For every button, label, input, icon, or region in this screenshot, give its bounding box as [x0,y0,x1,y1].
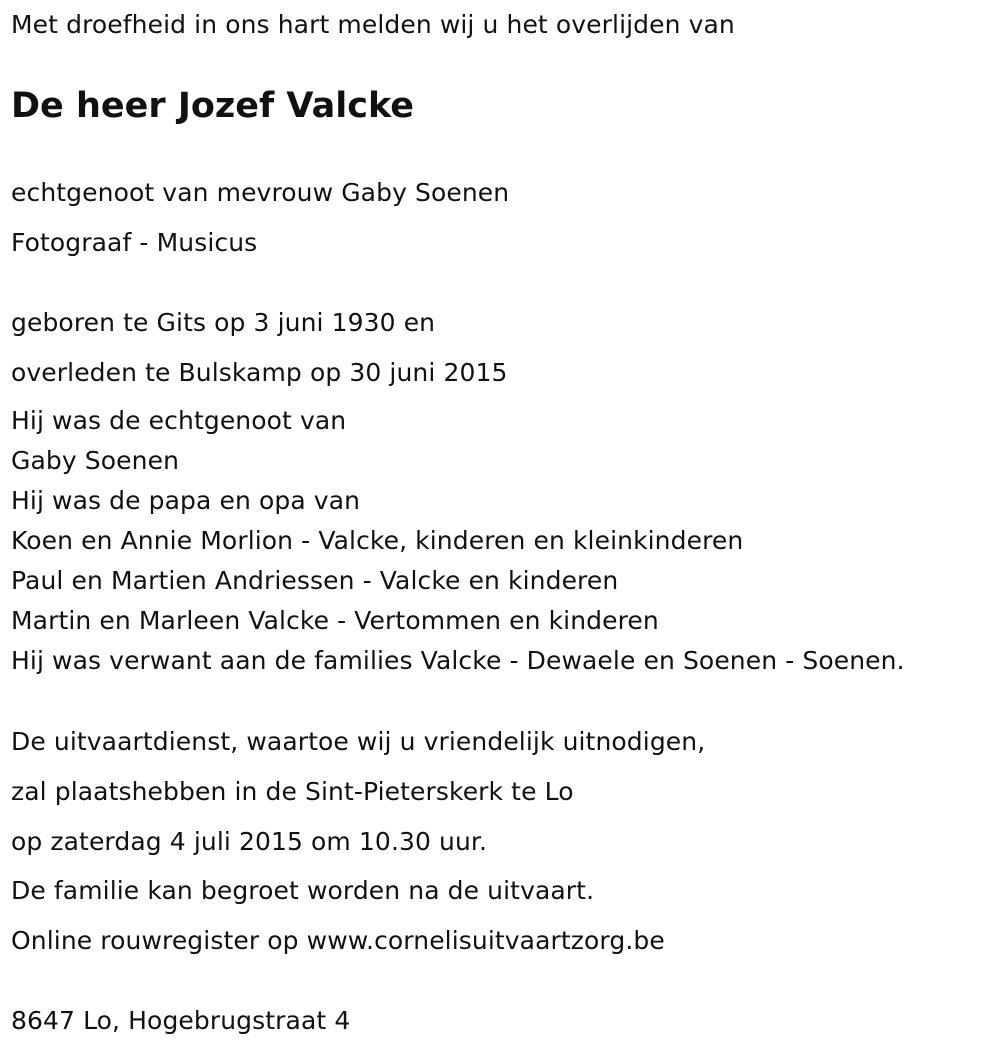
funeral-line: zal plaatshebben in de Sint-Pieterskerk te Lo [11,777,574,806]
deceased-name: De heer Jozef Valcke [11,86,415,126]
family-line: Martin en Marleen Valcke - Vertommen en kinderen [11,606,659,635]
funeral-line: De familie kan begroet worden na de uitvaart. [11,876,595,905]
family-line: Hij was de papa en opa van [11,486,361,515]
spouse-line: echtgenoot van mevrouw Gaby Soenen [11,178,510,207]
address-line: 8647 Lo, Hogebrugstraat 4 [11,1006,351,1035]
family-line: Gaby Soenen [11,446,180,475]
family-line: Paul en Martien Andriessen - Valcke en kinderen [11,566,619,595]
birth-line: geboren te Gits op 3 juni 1930 en [11,308,436,337]
profession-line: Fotograaf - Musicus [11,228,258,257]
death-line: overleden te Bulskamp op 30 juni 2015 [11,358,508,387]
funeral-line: op zaterdag 4 juli 2015 om 10.30 uur. [11,827,488,856]
funeral-line: Online rouwregister op www.cornelisuitvaartzorg.be [11,926,665,955]
family-line: Hij was de echtgenoot van [11,406,347,435]
intro-text: Met droefheid in ons hart melden wij u het overlijden van [11,10,735,39]
family-line: Hij was verwant aan de families Valcke - Dewaele en Soenen - Soenen. [11,646,905,675]
family-line: Koen en Annie Morlion - Valcke, kinderen en kleinkinderen [11,526,744,555]
funeral-line: De uitvaartdienst, waartoe wij u vriendelijk uitnodigen, [11,727,706,756]
